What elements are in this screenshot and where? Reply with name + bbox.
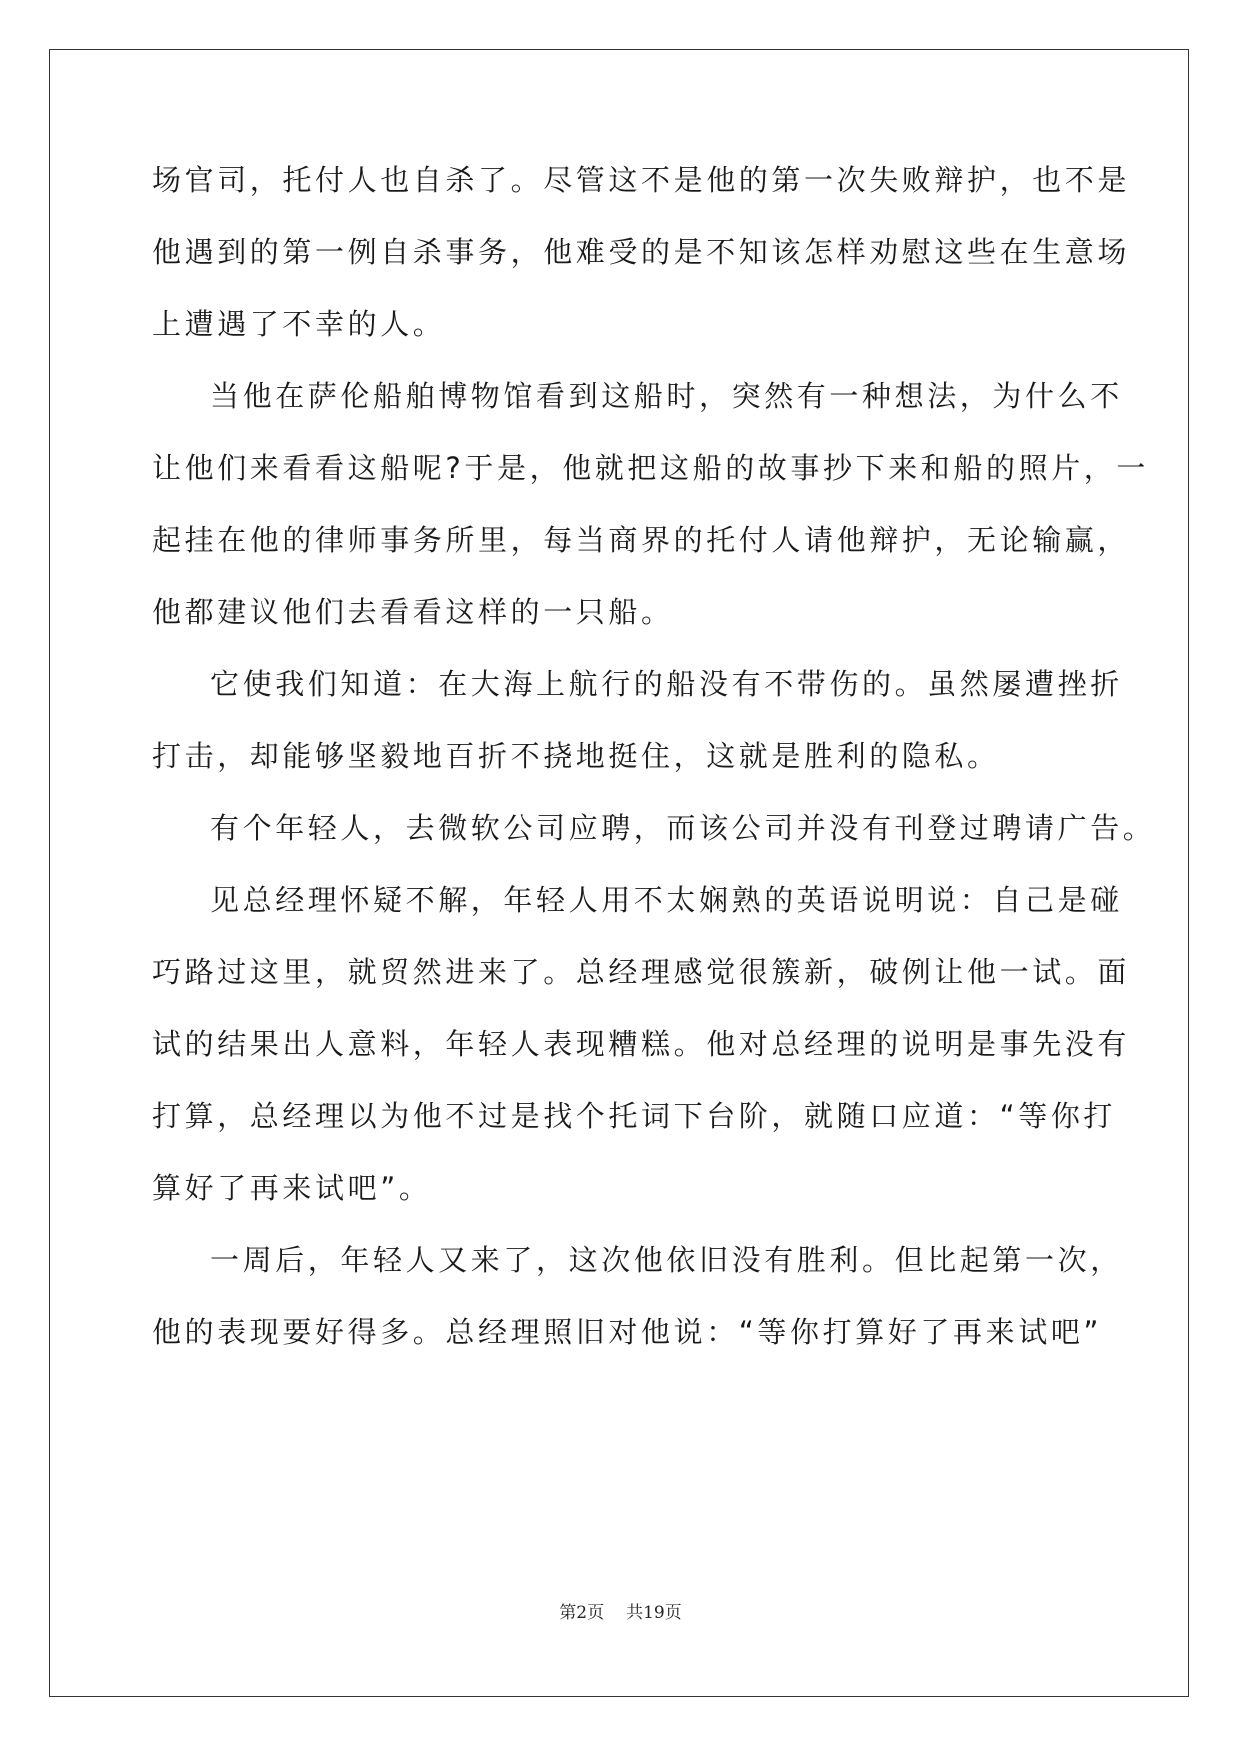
- text-line: 他的表现要好得多。总经理照旧对他说：“等你打算好了再来试吧”: [152, 1315, 1103, 1349]
- text-line: 他遇到的第一例自杀事务，他难受的是不知该怎样劝慰这些在生意场: [152, 235, 1131, 269]
- text-line: 巧路过这里，就贸然进来了。总经理感觉很簇新，破例让他一试。面: [152, 955, 1131, 989]
- text-line: 他都建议他们去看看这样的一只船。: [152, 595, 674, 629]
- page-total: 共19页: [626, 1603, 682, 1623]
- text-line: 打算，总经理以为他不过是找个托词下台阶，就随口应道：“等你打: [152, 1099, 1117, 1133]
- page-number: 第2页: [559, 1603, 605, 1623]
- paragraph-start-line: 当他在萨伦船舶博物馆看到这船时，突然有一种想法，为什么不: [210, 379, 1123, 413]
- page-footer: [0, 1598, 1241, 1623]
- text-line: 起挂在他的律师事务所里，每当商界的托付人请他辩护，无论输赢，: [152, 523, 1131, 557]
- paragraph-start-line: 它使我们知道：在大海上航行的船没有不带伤的。虽然屡遭挫折: [210, 667, 1123, 701]
- paragraph-start-line: 见总经理怀疑不解，年轻人用不太娴熟的英语说明说：自己是碰: [210, 883, 1123, 917]
- text-line: 让他们来看看这船呢?于是，他就把这船的故事抄下来和船的照片，一: [152, 451, 1149, 485]
- text-line: 试的结果出人意料，年轻人表现糟糕。他对总经理的说明是事先没有: [152, 1027, 1131, 1061]
- text-line: 场官司，托付人也自杀了。尽管这不是他的第一次失败辩护，也不是: [152, 163, 1131, 197]
- text-line: 上遭遇了不幸的人。: [152, 307, 446, 341]
- paragraph-start-line: 一周后，年轻人又来了，这次他依旧没有胜利。但比起第一次，: [210, 1243, 1123, 1277]
- text-line: 算好了再来试吧”。: [152, 1171, 432, 1205]
- page-border: [49, 49, 1189, 1697]
- text-line: 打击，却能够坚毅地百折不挠地挺住，这就是胜利的隐私。: [152, 739, 1000, 773]
- paragraph-start-line: 有个年轻人，去微软公司应聘，而该公司并没有刊登过聘请广告。: [210, 811, 1156, 845]
